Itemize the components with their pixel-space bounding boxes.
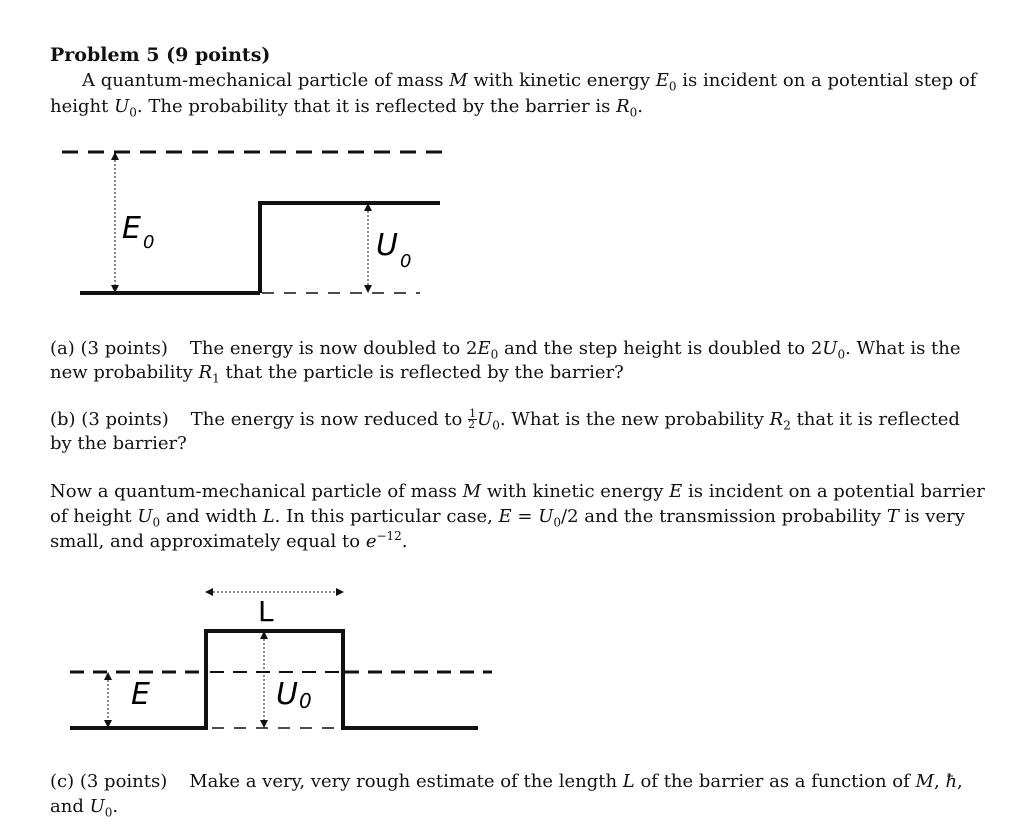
label-l: L	[258, 595, 274, 628]
label-e: E	[131, 677, 150, 712]
part-c-line-1: (c) (3 points) Make a very, very rough estimate of the length L of the barrier as a function of M, ħ,	[50, 771, 963, 792]
label-e0: E $_0$	[122, 211, 155, 253]
barrier-line-3: small, and approximately equal to $e^{-12}$.	[50, 529, 408, 552]
part-a-line-1: (a) (3 points) The energy is now doubled to $2E_0$ and the step height is doubled to $2U_0$. What is the	[50, 338, 961, 362]
barrier-line-2: of height $U_0$ and width L. In this particular case, $E = U_0/2$ and the transmission probability T is very	[50, 506, 965, 530]
barrier-line-1: Now a quantum-mechanical particle of mass M with kinetic energy E is incident on a potential barrier	[50, 481, 985, 502]
label-u0: U $_0$	[376, 228, 412, 272]
intro-line-2: height $U_0$. The probability that it is reflected by the barrier is $R_0$.	[50, 96, 644, 120]
part-a-line-2: new probability $R_1$ that the particle is reflected by the barrier?	[50, 362, 624, 386]
intro-line-1: A quantum-mechanical particle of mass M with kinetic energy $E_0$ is incident on a potential step of	[82, 70, 977, 94]
label-u0: U0	[276, 677, 312, 713]
problem-title: Problem 5 (9 points)	[50, 44, 271, 66]
part-b-line-1: (b) (3 points) The energy is now reduced to $\frac{1}{2}$ $U_0$. What is the new probability $R_2$ that it is reflected	[50, 407, 960, 433]
barrier-potential-diagram	[70, 592, 492, 730]
one-half-fraction: $\frac{1}{2}$	[468, 407, 477, 431]
part-a-label: (a) (3 points)	[50, 338, 168, 359]
part-b-line-2: by the barrier?	[50, 433, 187, 454]
part-c-line-2: and $U_0$.	[50, 796, 119, 820]
part-c-label: (c) (3 points)	[50, 771, 168, 792]
part-b-label: (b) (3 points)	[50, 409, 169, 430]
